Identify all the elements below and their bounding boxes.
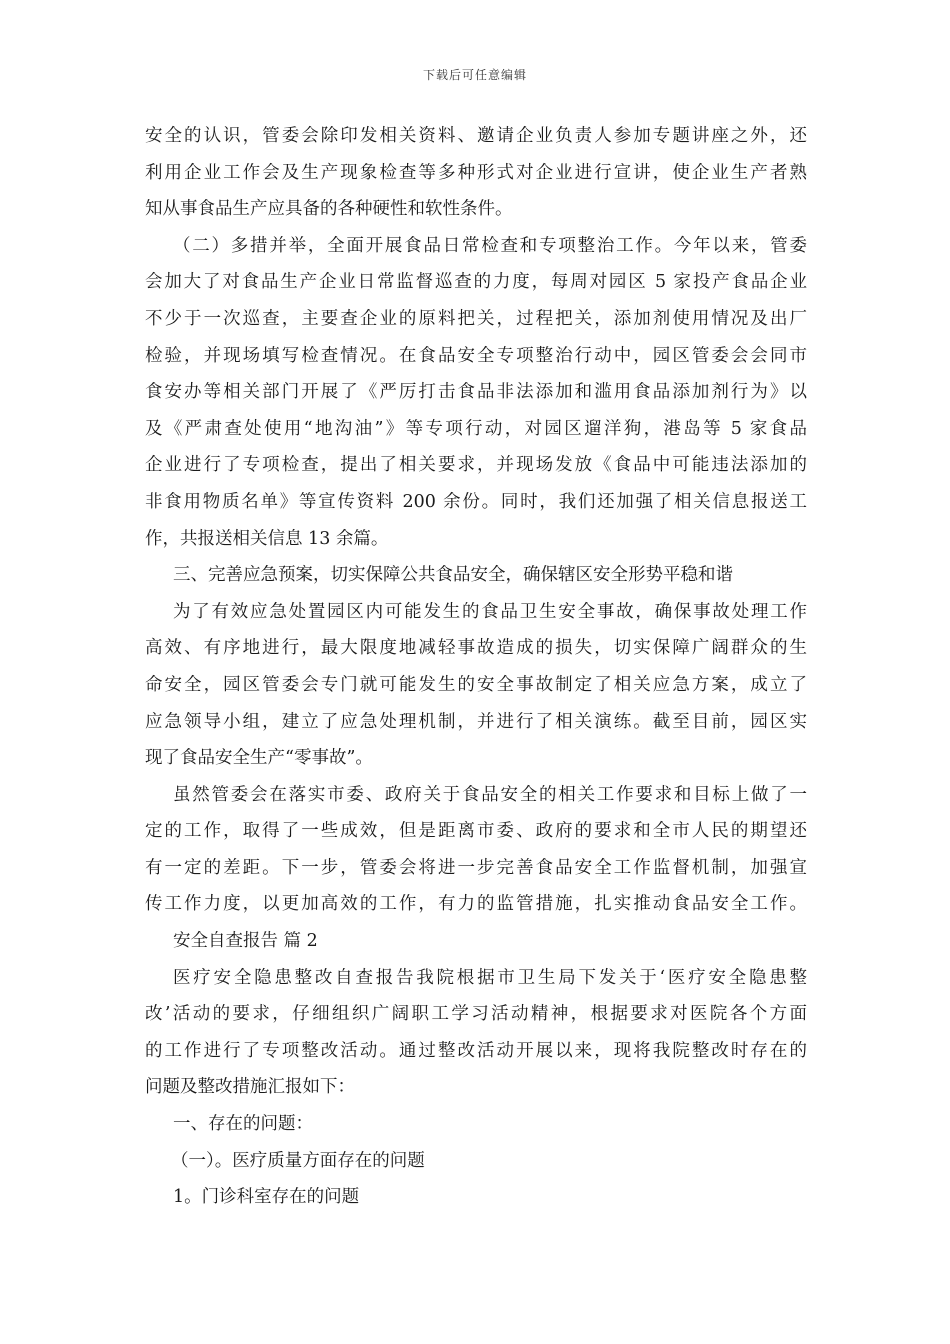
- paragraph-line: 问题及整改措施汇报如下：: [145, 1077, 355, 1098]
- paragraph-line: 应急领导小组，建立了应急处理机制，并进行了相关演练。截至目前，园区实: [145, 711, 807, 732]
- section-title: 安全自查报告 篇 2: [173, 931, 318, 952]
- paragraph-line: （二）多措并举，全面开展食品日常检查和专项整治工作。今年以来，管委: [173, 235, 807, 256]
- section-heading: 三、完善应急预案，切实保障公共食品安全，确保辖区安全形势平稳和谐: [173, 565, 733, 586]
- paragraph-line: 医疗安全隐患整改自查报告我院根据市卫生局下发关于‘医疗安全隐患整: [173, 967, 807, 988]
- paragraph-line: 高效、有序地进行，最大限度地减轻事故造成的损失，切实保障广阔群众的生: [145, 638, 807, 659]
- paragraph-line: 有一定的差距。下一步，管委会将进一步完善食品安全工作监督机制，加强宣: [145, 857, 807, 878]
- list-item: 1。门诊科室存在的问题: [173, 1187, 360, 1208]
- paragraph-line: 及《严肃查处使用“地沟油”》等专项行动，对园区遛洋狗，港岛等 5 家食品: [145, 418, 807, 439]
- paragraph-line: 检验，并现场填写检查情况。在食品安全专项整治行动中，园区管委会会同市: [145, 345, 807, 366]
- paragraph-line: 的工作进行了专项整改活动。通过整改活动开展以来，现将我院整改时存在的: [145, 1040, 807, 1061]
- paragraph-line: 不少于一次巡查，主要查企业的原料把关，过程把关，添加剂使用情况及出厂: [145, 308, 807, 329]
- paragraph-line: 定的工作，取得了一些成效，但是距离市委、政府的要求和全市人民的期望还: [145, 821, 807, 842]
- paragraph-line: 改’活动的要求，仔细组织广阔职工学习活动精神，根据要求对医院各个方面: [145, 1004, 807, 1025]
- paragraph-line: 利用企业工作会及生产现象检查等多种形式对企业进行宣讲，使企业生产者熟: [145, 162, 807, 183]
- list-heading: 一、存在的问题：: [173, 1114, 313, 1135]
- paragraph-line: 虽然管委会在落实市委、政府关于食品安全的相关工作要求和目标上做了一: [173, 784, 807, 805]
- paragraph-line: 作，共报送相关信息 13 余篇。: [145, 528, 389, 549]
- paragraph-line: 安全的认识，管委会除印发相关资料、邀请企业负责人参加专题讲座之外，还: [145, 126, 807, 146]
- paragraph-line: 知从事食品生产应具备的各种硬性和软性条件。: [145, 199, 513, 220]
- paragraph-line: 食安办等相关部门开展了《严厉打击食品非法添加和滥用食品添加剂行为》以: [145, 382, 807, 403]
- paragraph-line: 会加大了对食品生产企业日常监督巡查的力度，每周对园区 5 家投产食品企业: [145, 272, 807, 293]
- paragraph-line: 为了有效应急处置园区内可能发生的食品卫生安全事故，确保事故处理工作: [173, 601, 807, 622]
- page-header: 下载后可任意编辑: [422, 68, 527, 82]
- paragraph-line: 传工作力度，以更加高效的工作，有力的监管措施，扎实推动食品安全工作。: [145, 894, 807, 915]
- paragraph-line: 现了食品安全生产“零事故”。: [145, 748, 373, 769]
- list-subheading: （一）。医疗质量方面存在的问题: [171, 1150, 425, 1171]
- paragraph-line: 非食用物质名单》等宣传资料 200 余份。同时，我们还加强了相关信息报送工: [145, 491, 807, 512]
- document-body: [145, 118, 807, 1216]
- paragraph-line: 命安全，园区管委会专门就可能发生的安全事故制定了相关应急方案，成立了: [145, 674, 807, 695]
- paragraph-line: 企业进行了专项检查，提出了相关要求，并现场发放《食品中可能违法添加的: [145, 455, 807, 476]
